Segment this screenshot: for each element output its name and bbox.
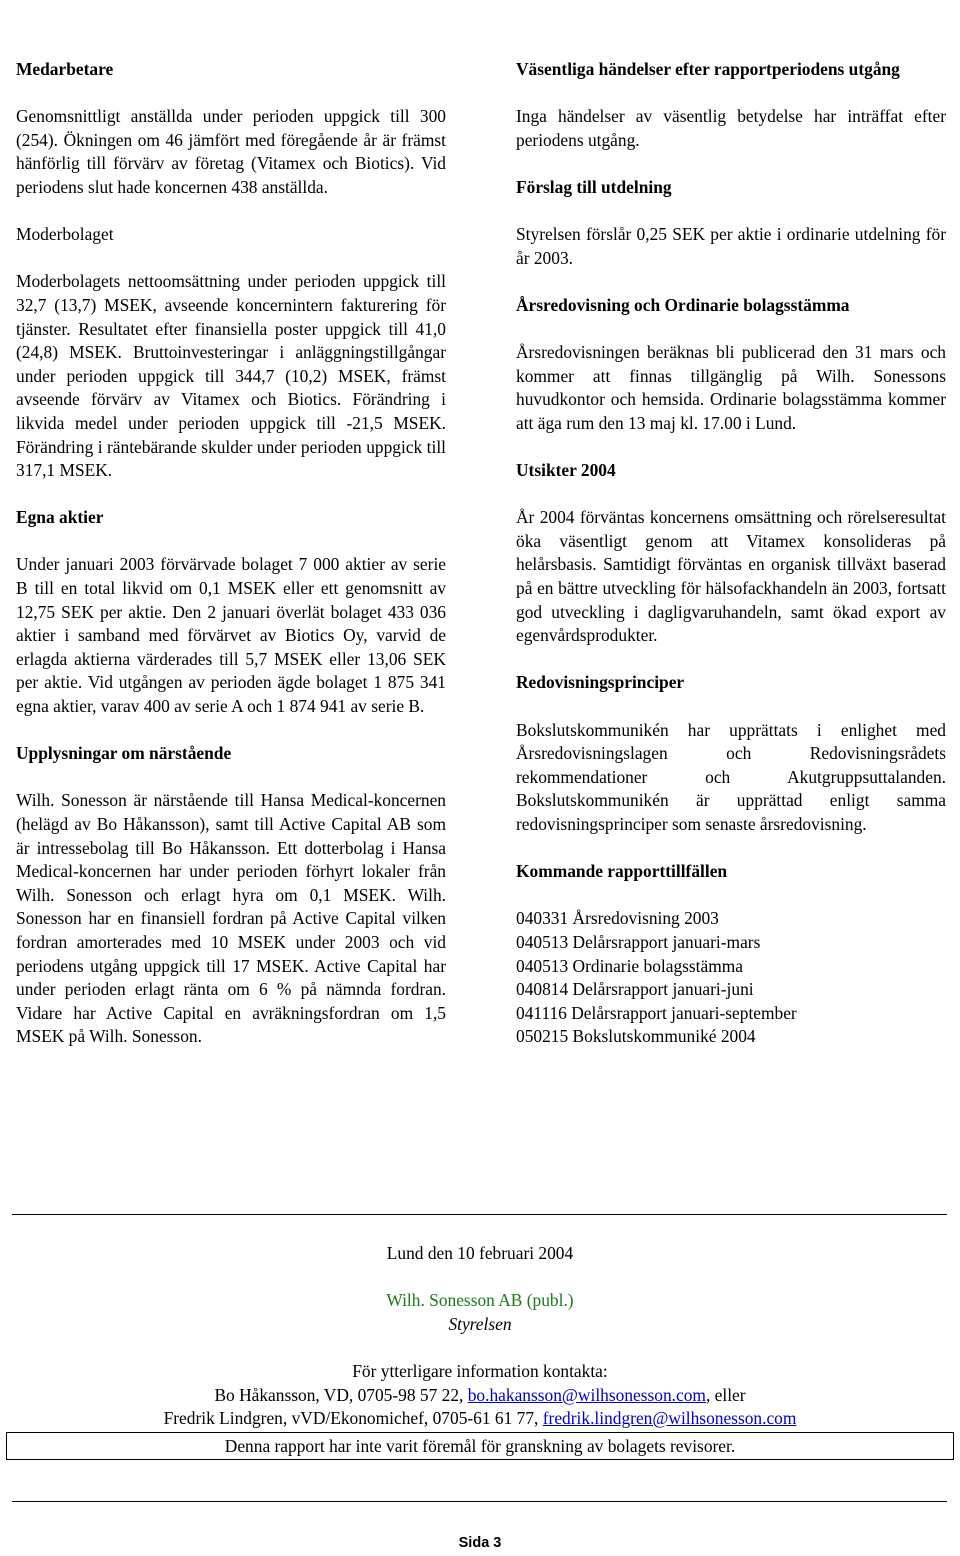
section-heading-narstaende: Upplysningar om närstående <box>16 743 232 764</box>
left-column <box>16 58 446 1049</box>
section-heading-egna-aktier: Egna aktier <box>16 507 104 528</box>
section-heading-utdelning: Förslag till utdelning <box>516 176 672 197</box>
paragraph-vasentliga-handelser: Inga händelser av väsentlig betydelse har inträffat efter periodens utgång. <box>516 106 946 150</box>
contact-line-2: Fredrik Lindgren, vVD/Ekonomichef, 0705-61 61 77, fredrik.lindgren@wilhsonesson.com <box>163 1408 797 1428</box>
email-link-fredrik[interactable]: fredrik.lindgren@wilhsonesson.com <box>542 1408 797 1428</box>
list-item: 050215 Bokslutskommuniké 2004 <box>516 1026 756 1047</box>
paragraph-arsredovisning: Årsredovisningen beräknas bli publicerad den 31 mars och kommer att finnas tillgänglig på Wilh. Sonessons huvudkontor och hemsida. Ordinarie bolagsstämma kommer att äga rum den 13 maj kl. 17.00 i Lund. <box>516 342 946 433</box>
section-heading-arsredovisning: Årsredovisning och Ordinarie bolagsstämma <box>516 294 850 315</box>
list-item: 040513 Delårsrapport januari-mars <box>516 931 761 952</box>
list-item: 040331 Årsredovisning 2003 <box>516 908 719 929</box>
paragraph-utdelning: Styrelsen förslår 0,25 SEK per aktie i ordinarie utdelning för år 2003. <box>516 224 946 268</box>
section-heading-vasentliga-handelser: Väsentliga händelser efter rapportperiodens utgång <box>516 59 900 79</box>
section-heading-rapporttillfallen: Kommande rapporttillfällen <box>516 861 728 882</box>
page-number: Sida 3 <box>458 1535 502 1551</box>
paragraph-redovisningsprinciper: Bokslutskommunikén har upprättats i enlighet med Årsredovisningslagen och Redovisningsrådets rekommendationer och Akutgruppsuttalanden. Bokslutskommunikén är upprättad enligt samma redovisningsprinciper som senaste årsredovisning. <box>516 719 946 834</box>
section-heading-utsikter: Utsikter 2004 <box>516 460 616 481</box>
contact-line-1: Bo Håkansson, VD, 0705-98 57 22, bo.hakansson@wilhsonesson.com, eller <box>214 1385 746 1405</box>
paragraph-narstaende: Wilh. Sonesson är närstående till Hansa Medical-koncernen (helägd av Bo Håkansson), samt till Active Capital AB som är intressebolag till Bo Håkansson. Ett dotterbolag i Hansa Medical-koncernen har under perioden förhyrt lokaler från Wilh. Sonesson och erlagt hyra om 0,1 MSEK. Wilh. Sonesson har en finansiell fordran på Active Capital vilken fordran amorterades med 10 MSEK under 2003 och vid periodens utgång uppgick till 17 MSEK. Active Capital har under perioden erlagt ränta om 6 % på nämnda fordran. Vidare har Active Capital en avräkningsfordran om 1,5 MSEK på Wilh. Sonesson. <box>16 790 446 1047</box>
board-signature: Styrelsen <box>448 1314 512 1334</box>
contact-intro: För ytterligare information kontakta: <box>352 1361 608 1381</box>
audit-notice: Denna rapport har inte varit föremål för granskning av bolagets revisorer. <box>6 1432 954 1460</box>
place-date: Lund den 10 februari 2004 <box>386 1243 574 1263</box>
paragraph-moderbolaget: Moderbolagets nettoomsättning under perioden uppgick till 32,7 (13,7) MSEK, avseende koncernintern fakturering för tjänster. Resultatet efter finansiella poster uppgick till 41,0 (24,8) MSEK. Bruttoinvesteringar i anläggningstillgångar under perioden uppgick till 344,7 (10,2) MSEK, främst avseende förvärv av Vitamex och Biotics. Förändring i likvida medel under perioden uppgick till -21,5 MSEK. Förändring i räntebärande skulder under perioden uppgick till 317,1 MSEK. <box>16 271 446 481</box>
report-dates-list <box>516 907 946 1049</box>
email-link-bo[interactable]: bo.hakansson@wilhsonesson.com <box>467 1385 706 1405</box>
divider-top <box>12 1214 947 1215</box>
section-heading-moderbolaget: Moderbolaget <box>16 224 114 245</box>
divider-bottom <box>12 1501 947 1502</box>
paragraph-egna-aktier: Under januari 2003 förvärvade bolaget 7 000 aktier av serie B till en total likvid om 0,1 MSEK eller ett genomsnitt av 12,75 SEK per aktie. Den 2 januari överlät bolaget 433 036 aktier i samband med förvärvet av Biotics Oy, varvid de erlagda aktierna värderades till 5,7 MSEK eller 13,06 SEK per aktie. Vid utgången av perioden ägde bolaget 1 875 341 egna aktier, varav 400 av serie A och 1 874 941 av serie B. <box>16 554 446 717</box>
right-column <box>516 58 946 1049</box>
section-heading-medarbetare: Medarbetare <box>16 59 114 79</box>
list-item: 041116 Delårsrapport januari-september <box>516 1002 797 1023</box>
list-item: 040814 Delårsrapport januari-juni <box>516 979 754 1000</box>
section-heading-redovisningsprinciper: Redovisningsprinciper <box>516 672 685 693</box>
list-item: 040513 Ordinarie bolagsstämma <box>516 955 743 976</box>
paragraph-utsikter: År 2004 förväntas koncernens omsättning och rörelseresultat öka väsentligt genom att Vitamex konsolideras på helårsbasis. Samtidigt förväntas en organisk tillväxt baserad på en bättre utveckling för hälsofackhandeln än 2003, fortsatt god utveckling i dagligvaruhandeln, samt ökad export av egenvårdsprodukter. <box>516 507 946 646</box>
company-name: Wilh. Sonesson AB (publ.) <box>386 1290 574 1310</box>
paragraph-medarbetare: Genomsnittligt anställda under perioden uppgick till 300 (254). Ökningen om 46 jämfört med föregående år är främst hänförlig till förvärv av företag (Vitamex och Biotics). Vid periodens slut hade koncernen 438 anställda. <box>16 106 446 197</box>
